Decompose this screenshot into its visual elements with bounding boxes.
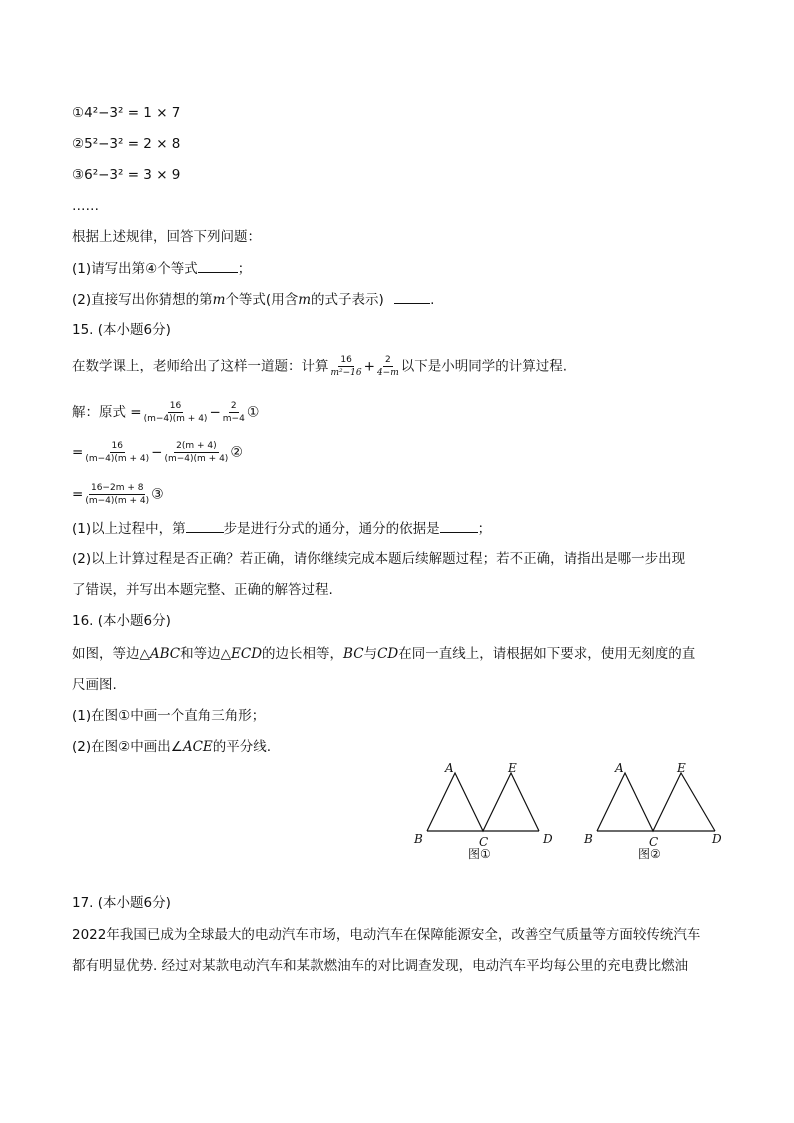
q17-line2: 都有明显优势. 经过对某款电动汽车和某款燃油车的对比调查发现，电动汽车平均每公里的充电费比燃油: [72, 958, 689, 974]
numerator: 16: [111, 441, 123, 451]
figure-2-caption: 图②: [638, 847, 661, 861]
fraction: [85, 483, 149, 506]
fraction: [85, 441, 149, 464]
segment-bc-label: BC: [343, 646, 364, 662]
segment-cd-label: CD: [377, 646, 399, 662]
q14-part1: [72, 258, 251, 279]
plus-sign: +: [363, 358, 375, 375]
q14-part2-mid: 个等式(用含: [225, 292, 299, 308]
numerator: 16: [340, 355, 352, 365]
triangle-abc-label: ABC: [149, 646, 181, 662]
q16-text: 和等边△: [180, 646, 232, 662]
q14-part2-post: 的式子表示): [311, 292, 384, 308]
q14-part1-end: ；: [237, 261, 252, 277]
q15-part1: [72, 518, 491, 539]
equals-sign: =: [72, 444, 84, 461]
triangle-ecd-label: ECD: [231, 646, 263, 662]
minus-sign: −: [209, 404, 221, 421]
q16-part2-end: 的平分线.: [212, 739, 272, 755]
q16-text: 的边长相等，: [262, 646, 344, 662]
q15-step1: [72, 401, 259, 424]
numerator: 16−2m + 8: [90, 483, 144, 493]
triangle-outline: [597, 773, 715, 831]
denominator: 4−m: [376, 368, 399, 378]
point-label-d: D: [543, 832, 553, 846]
step-marker: ①: [246, 404, 260, 421]
triangle-outline: [427, 773, 539, 831]
point-label-c: C: [649, 835, 659, 849]
denominator: (m−4)(m + 4): [85, 454, 150, 464]
fraction: [223, 401, 245, 424]
q16-text: 如图，等边△: [72, 646, 150, 662]
solution-label: 解：原式 =: [72, 404, 142, 421]
q14-intro: 根据上述规律，回答下列问题：: [72, 229, 261, 245]
q14-part2-text: (2)直接写出你猜想的第: [72, 292, 213, 308]
fraction: [331, 355, 362, 378]
ellipsis: ……: [72, 198, 99, 214]
minus-sign: −: [151, 444, 163, 461]
point-label-e: E: [508, 761, 517, 775]
point-label-a: A: [615, 761, 624, 775]
equation-3: ③6²−3² = 3 × 9: [72, 167, 181, 183]
q15-step2: [72, 441, 243, 464]
numerator: 2: [384, 355, 391, 365]
equation-2: ②5²−3² = 2 × 8: [72, 136, 181, 152]
q16-text: 与: [363, 646, 378, 662]
answer-blank: [440, 518, 478, 533]
denominator: (m−4)(m + 4): [164, 454, 229, 464]
q16-text: 在同一直线上，请根据如下要求，使用无刻度的直: [398, 646, 696, 662]
denominator: (m−4)(m + 4): [85, 496, 150, 506]
numerator: 16: [169, 401, 182, 411]
figure-1-caption: 图①: [468, 847, 491, 861]
q15-stem-end: 以下是小明同学的计算过程.: [400, 358, 568, 375]
step-marker: ②: [230, 444, 243, 461]
point-label-b: B: [414, 832, 423, 846]
denominator: m−4: [222, 414, 245, 424]
q14-part2: [72, 289, 434, 310]
point-label-d: D: [712, 832, 722, 846]
step-marker: ③: [151, 486, 164, 503]
point-label-a: A: [445, 761, 454, 775]
q16-stem-line1: [72, 644, 695, 664]
fraction: [164, 441, 228, 464]
figure-1-diagram: [405, 755, 565, 865]
q15-step3: [72, 483, 164, 506]
q16-header: 16. (本小题6分): [72, 613, 171, 629]
equation-1: ①4²−3² = 1 × 7: [72, 105, 181, 121]
var-m: m: [212, 292, 226, 308]
q16-stem-line2: 尺画图.: [72, 677, 117, 693]
denominator: m²−16: [330, 368, 362, 378]
angle-ace-label: ACE: [182, 739, 213, 755]
var-m: m: [298, 292, 312, 308]
figure-2-diagram: [575, 755, 735, 865]
q15-part2-line1: (2)以上计算过程是否正确？若正确，请你继续完成本题后续解题过程；若不正确，请指出是哪一步出现: [72, 551, 686, 567]
q15-header: 15. (本小题6分): [72, 322, 171, 338]
point-label-c: C: [479, 835, 489, 849]
fraction: [144, 401, 208, 424]
q15-part2-line2: 了错误，并写出本题完整、正确的解答过程.: [72, 582, 333, 598]
q17-header: 17. (本小题6分): [72, 895, 171, 911]
answer-blank: [186, 518, 224, 533]
q15-stem-text: 在数学课上，老师给出了这样一道题：计算: [72, 358, 329, 375]
q15-part1-text: (1)以上过程中，第: [72, 521, 186, 537]
q16-part2: [72, 737, 271, 757]
fraction: [377, 355, 399, 378]
q15-part1-mid: 步是进行分式的通分，通分的依据是: [223, 521, 440, 537]
answer-blank: [198, 258, 238, 273]
equals-sign: =: [72, 486, 84, 503]
answer-blank: [394, 289, 430, 304]
q16-part2-text: (2)在图②中画出∠: [72, 739, 183, 755]
q14-part2-end: .: [430, 292, 435, 308]
denominator: (m−4)(m + 4): [143, 414, 208, 424]
q16-part1: (1)在图①中画一个直角三角形；: [72, 708, 266, 724]
q17-line1: 2022年我国已成为全球最大的电动汽车市场，电动汽车在保障能源安全，改善空气质量等方面较传统汽车: [72, 927, 701, 943]
q15-stem: [72, 355, 567, 378]
numerator: 2(m + 4): [176, 441, 217, 451]
numerator: 2: [230, 401, 237, 411]
point-label-b: B: [584, 832, 593, 846]
q15-part1-end: ；: [477, 521, 492, 537]
q14-part1-text: (1)请写出第④个等式: [72, 261, 198, 277]
point-label-e: E: [677, 761, 686, 775]
